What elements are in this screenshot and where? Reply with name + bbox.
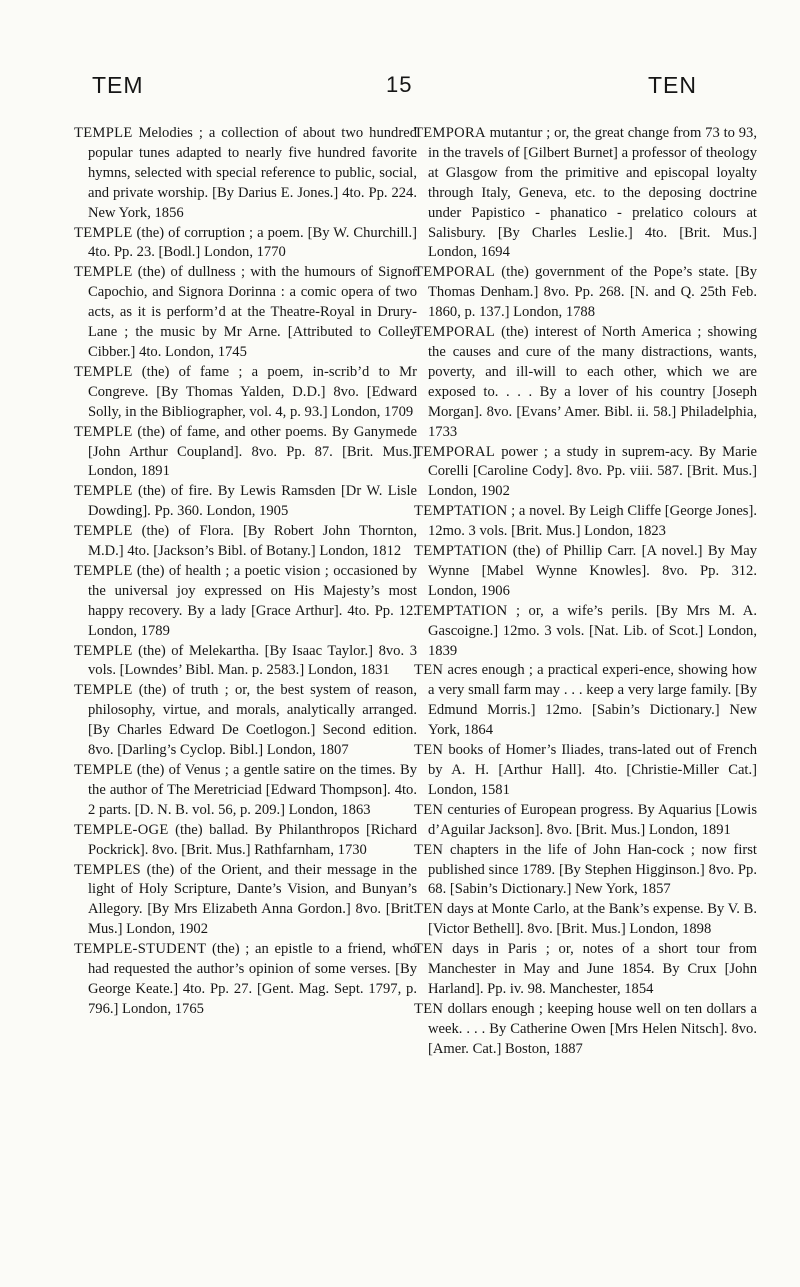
entry: TEMPORA mutantur ; or, the great change from 73 to 93, in the travels of [Gilbert Burnet] a professor of theology at Glasgow from the primitive and episcopal loyalty through Italy, Geneva, etc. to the deposing doctrine under Papistico - phanatico - prelatico colours at Salisbury. [By Charles Leslie.] 4to. [Brit. Mus.] London, 1694 <box>414 125 757 261</box>
entry: TEN days in Paris ; or, notes of a short tour from Manchester in May and June 1854. By Crux [John Harland]. Pp. iv. 98. Manchester, 1854 <box>414 941 757 997</box>
entry: TEMPTATION (the) of Phillip Carr. [A novel.] By May Wynne [Mabel Wynne Knowles]. 8vo. Pp. 312. London, 1906 <box>414 543 757 599</box>
entry: TEMPLE (the) of dullness ; with the humours of Signor Capochio, and Signora Dorinna : a comic opera of two acts, as it is perform’d at the Theatre-Royal in Drury-Lane ; the music by Mr Arne. [Attributed to Colley Cibber.] 4to. London, 1745 <box>74 264 417 360</box>
entry: TEMPORAL power ; a study in suprem-acy. By Marie Corelli [Caroline Cody]. 8vo. Pp. viii. 587. [Brit. Mus.] London, 1902 <box>414 443 757 500</box>
entry: TEMPLE (the) of corruption ; a poem. [By W. Churchill.] 4to. Pp. 23. [Bodl.] London, 1770 <box>74 224 417 261</box>
entry: TEMPLES (the) of the Orient, and their message in the light of Holy Scripture, Dante’s Vision, and Bunyan’s Allegory. [By Mrs Elizabeth Anna Gordon.] 8vo. [Brit. Mus.] London, 1902 <box>74 861 417 938</box>
entry: TEMPLE (the) of Melekartha. [By Isaac Taylor.] 8vo. 3 vols. [Lowndes’ Bibl. Man. p. 2583.] London, 1831 <box>74 642 417 679</box>
entry: TEN acres enough ; a practical experi-ence, showing how a very small farm may . . . keep a very large family. [By Edmund Morris.] 12mo. [Sabin’s Dictionary.] New York, 1864 <box>414 662 757 739</box>
entry: TEMPLE-OGE (the) ballad. By Philanthropos [Richard Pockrick]. 8vo. [Brit. Mus.] Rathfarnham, 1730 <box>74 821 417 858</box>
header-left: TEM <box>92 72 144 98</box>
right-column <box>414 124 757 1060</box>
entry: TEMPLE (the) of Venus ; a gentle satire on the times. By the author of The Meretriciad [Edward Thompson]. 4to. 2 parts. [D. N. B. vol. 56, p. 209.] London, 1863 <box>74 762 417 818</box>
running-head <box>0 72 800 102</box>
entry: TEMPORAL (the) government of the Pope’s state. [By Thomas Denham.] 8vo. Pp. 268. [N. and Q. 25th Feb. 1860, p. 137.] London, 1788 <box>414 264 757 321</box>
entry: TEMPLE-STUDENT (the) ; an epistle to a friend, who had requested the author’s opinion of some verses. [By George Keate.] 4to. Pp. 27. [Gent. Mag. Sept. 1797, p. 796.] London, 1765 <box>74 941 417 1017</box>
entry: TEMPLE (the) of truth ; or, the best system of reason, philosophy, virtue, and morals, analytically arranged. [By Charles Edward De Coetlogon.] Second edition. 8vo. [Darling’s Cyclop. Bibl.] London, 1807 <box>74 682 417 759</box>
left-column <box>74 124 417 1020</box>
entry: TEMPORAL (the) interest of North America ; showing the causes and cure of the many distractions, wants, poverty, and ill-will to each other, which we are exposed to. . . . By a lover of his country [Joseph Morgan]. 8vo. [Evans’ Amer. Bibl. ii. 58.] Philadelphia, 1733 <box>414 324 757 440</box>
entry: TEMPLE (the) of health ; a poetic vision ; occasioned by the universal joy expressed on His Majesty’s most happy recovery. By a lady [Grace Arthur]. 4to. Pp. 12. London, 1789 <box>74 562 417 639</box>
header-right: TEN <box>648 72 697 98</box>
entry: TEMPLE (the) of Flora. [By Robert John Thornton, M.D.] 4to. [Jackson’s Bibl. of Botany.] London, 1812 <box>74 523 417 560</box>
entry: TEMPLE (the) of fame, and other poems. By Ganymede [John Arthur Coupland]. 8vo. Pp. 87. [Brit. Mus.] London, 1891 <box>74 423 417 480</box>
entry: TEN chapters in the life of John Han-cock ; now first published since 1789. [By Stephen Higginson.] 8vo. Pp. 68. [Sabin’s Dictionary.] New York, 1857 <box>414 841 757 898</box>
entry: TEN centuries of European progress. By Aquarius [Lowis d’Aguilar Jackson]. 8vo. [Brit. Mus.] London, 1891 <box>414 801 757 838</box>
entry: TEN books of Homer’s Iliades, trans-lated out of French by A. H. [Arthur Hall]. 4to. [Christie-Miller Cat.] London, 1581 <box>414 742 757 798</box>
entry: TEMPTATION ; or, a wife’s perils. [By Mrs M. A. Gascoigne.] 12mo. 3 vols. [Nat. Lib. of Scot.] London, 1839 <box>414 602 757 659</box>
page-number: 15 <box>386 72 413 97</box>
entry: TEMPTATION ; a novel. By Leigh Cliffe [George Jones]. 12mo. 3 vols. [Brit. Mus.] London, 1823 <box>414 503 757 540</box>
entry: TEMPLE (the) of fire. By Lewis Ramsden [Dr W. Lisle Dowding]. Pp. 360. London, 1905 <box>74 483 417 520</box>
entry: TEN dollars enough ; keeping house well on ten dollars a week. . . . By Catherine Owen [Mrs Helen Nitsch]. 8vo. [Amer. Cat.] Boston, 1887 <box>414 1000 757 1057</box>
entry: TEN days at Monte Carlo, at the Bank’s expense. By V. B. [Victor Bethell]. 8vo. [Brit. Mus.] London, 1898 <box>414 901 757 938</box>
entry: TEMPLE (the) of fame ; a poem, in-scrib’d to Mr Congreve. [By Thomas Yalden, D.D.] 8vo. [Edward Solly, in the Bibliographer, vol. 4, p. 93.] London, 1709 <box>74 363 417 420</box>
entry: TEMPLE Melodies ; a collection of about two hundred popular tunes adapted to nearly five hundred favorite hymns, selected with special reference to public, social, and private worship. [By Darius E. Jones.] 4to. Pp. 224. New York, 1856 <box>74 125 417 221</box>
